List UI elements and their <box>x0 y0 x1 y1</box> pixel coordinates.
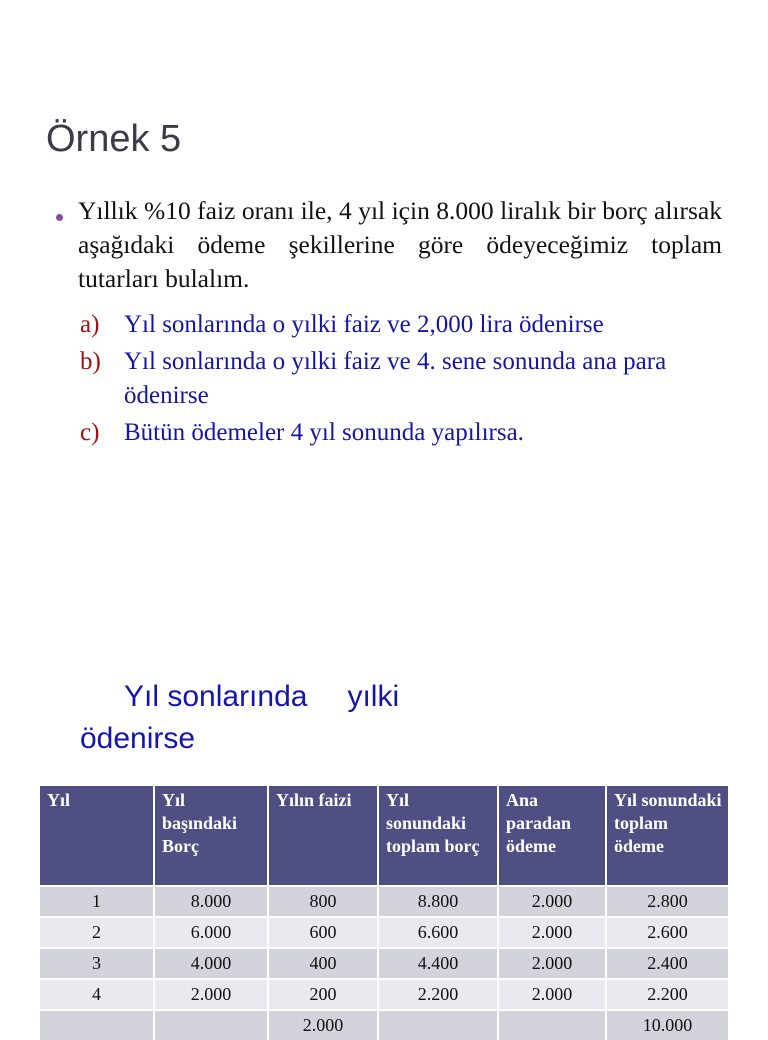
table-header-row <box>40 786 728 886</box>
table-cell: 800 <box>268 886 378 917</box>
table-cell <box>154 1010 268 1040</box>
table-cell: 4.400 <box>378 948 498 979</box>
table-cell: 6.600 <box>378 917 498 948</box>
table-cell: 2.000 <box>154 979 268 1010</box>
table-cell: 2.000 <box>498 979 606 1010</box>
table-cell <box>40 1010 154 1040</box>
table-cell: 600 <box>268 917 378 948</box>
option-label: c) <box>80 419 100 446</box>
table-cell: 2.600 <box>606 917 728 948</box>
table-row <box>40 979 728 1010</box>
table-cell: 4.000 <box>154 948 268 979</box>
section-heading-part1: Yıl sonlarında <box>124 680 308 713</box>
option-text: Yıl sonlarında o yılki faiz ve 4. sene sonunda ana para ödenirse <box>124 348 667 409</box>
table-cell: 6.000 <box>154 917 268 948</box>
header-interest: Yılın faizi <box>268 786 378 886</box>
bullet-dot-icon <box>56 214 63 221</box>
table-total-row <box>40 1010 728 1040</box>
header-principal-payment: Ana paradan ödeme <box>498 786 606 886</box>
payment-table <box>40 786 728 1040</box>
table-cell: 2.000 <box>498 886 606 917</box>
table-cell: 10.000 <box>606 1010 728 1040</box>
option-a <box>80 308 740 342</box>
table-cell: 2.200 <box>378 979 498 1010</box>
table-row <box>40 948 728 979</box>
table-cell: 2.000 <box>498 948 606 979</box>
options-list <box>80 308 740 453</box>
header-year: Yıl <box>40 786 154 886</box>
option-label: b) <box>80 348 101 375</box>
header-end-debt: Yıl sonundaki toplam borç <box>378 786 498 886</box>
table-cell: 2.800 <box>606 886 728 917</box>
section-heading-part2: yılki <box>347 680 400 713</box>
table-cell: 2.200 <box>606 979 728 1010</box>
option-text: Yıl sonlarında o yılki faiz ve 2,000 lira ödenirse <box>124 311 604 338</box>
section-heading-line2: ödenirse <box>80 722 196 755</box>
table-cell <box>378 1010 498 1040</box>
problem-statement: Yıllık %10 faiz oranı ile, 4 yıl için 8.000 liralık bir borç alırsak aşağıdaki ödeme şekillerine göre ödeyeceğimiz toplam tutarları bulalım. <box>78 196 722 293</box>
table-cell: 2.000 <box>268 1010 378 1040</box>
slide-title: Örnek 5 <box>46 118 182 160</box>
table-cell: 8.800 <box>378 886 498 917</box>
option-c <box>80 416 740 450</box>
header-total-payment: Yıl sonundaki toplam ödeme <box>606 786 728 886</box>
table-cell: 2.400 <box>606 948 728 979</box>
table-cell: 8.000 <box>154 886 268 917</box>
option-text: Bütün ödemeler 4 yıl sonunda yapılırsa. <box>124 419 524 446</box>
table-cell: 1 <box>40 886 154 917</box>
table-cell: 2.000 <box>498 917 606 948</box>
table-cell: 3 <box>40 948 154 979</box>
table-cell: 200 <box>268 979 378 1010</box>
section-heading <box>80 676 500 760</box>
table-cell: 2 <box>40 917 154 948</box>
option-b <box>80 345 740 413</box>
table-cell <box>498 1010 606 1040</box>
table-row <box>40 917 728 948</box>
table-cell: 400 <box>268 948 378 979</box>
table-row <box>40 886 728 917</box>
header-start-debt: Yıl başındaki Borç <box>154 786 268 886</box>
option-label: a) <box>80 311 100 338</box>
table-cell: 4 <box>40 979 154 1010</box>
